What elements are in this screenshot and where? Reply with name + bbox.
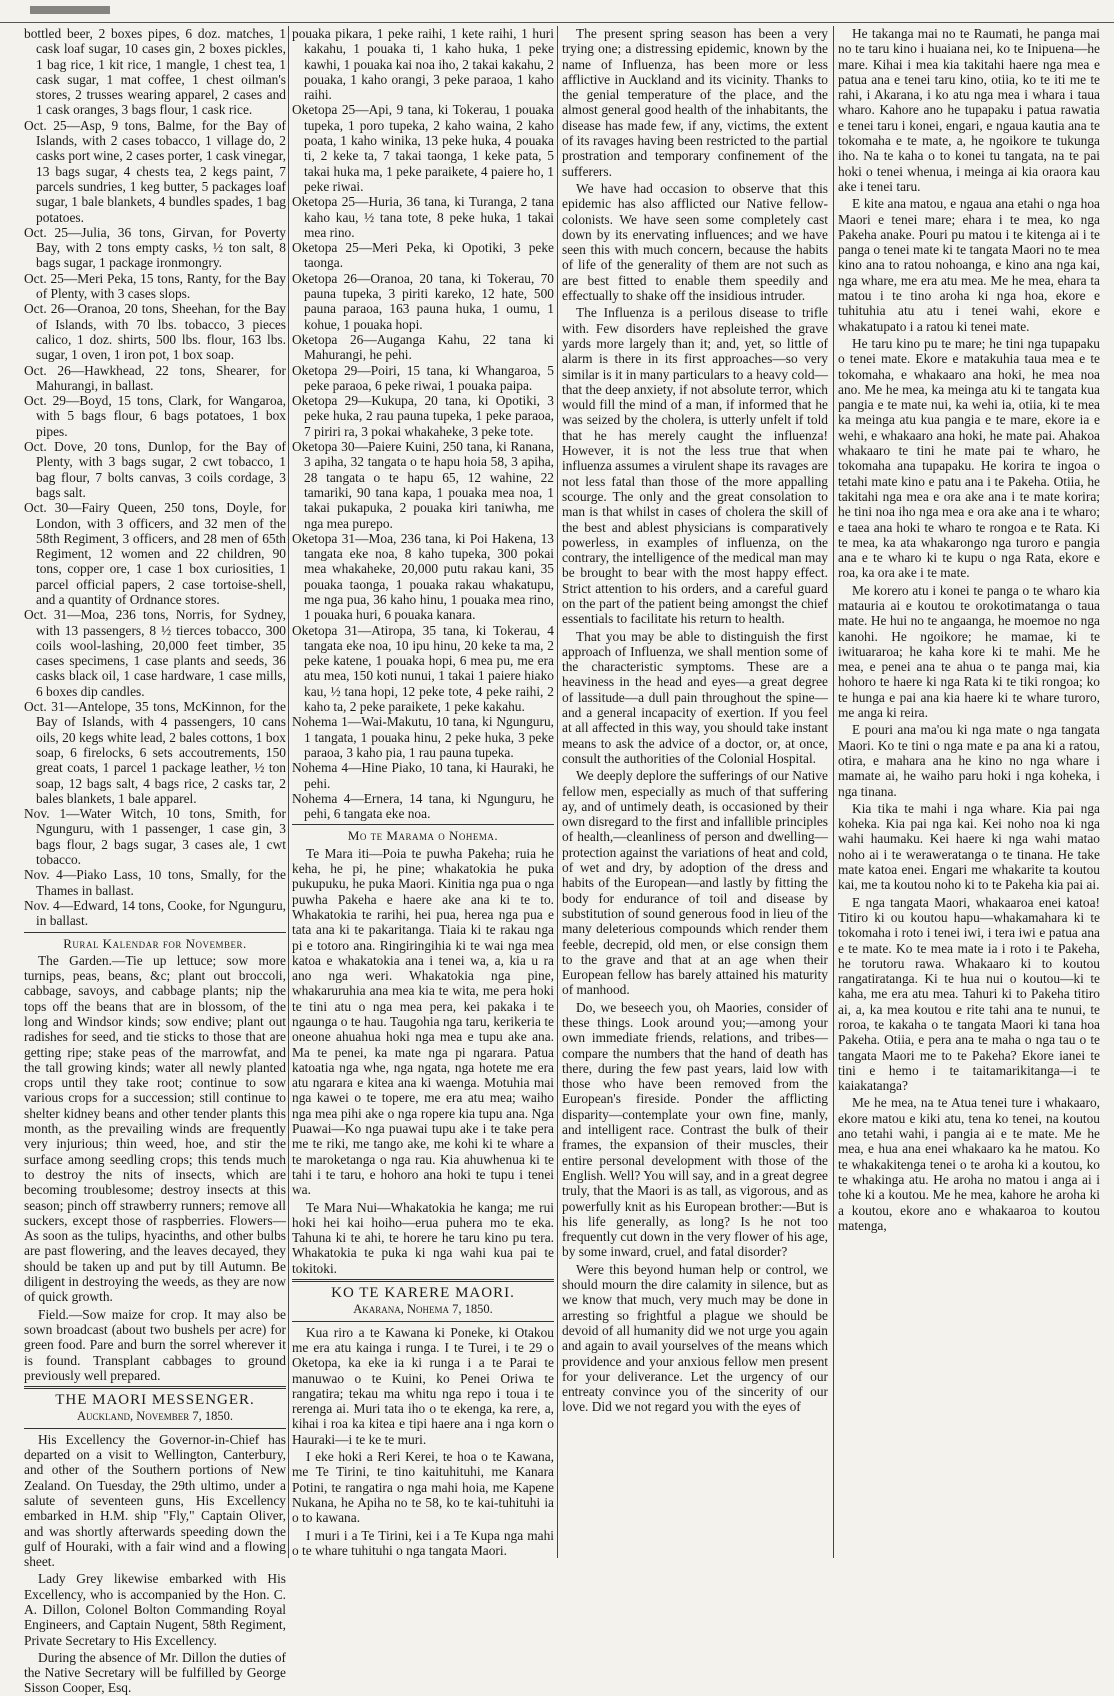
article-paragraph: He takanga mai no te Raumati, he panga mai no te taru kino i huaiana nei, ko te Inipuena—he mare. Kihai i mea kia takitahi haere nga mea e patua ana e tenei taru kino, otiia, ko te iti me te rahi, i Akarana, i ko atu nga mea i whara i taua wharo. Kahore ano he tupapaku i patua rawatia e tenei taru i konei, engari, e ngaua kautia ana te tokomaha e te mate, a, he ngoikore te tukunga iho. Na te kaha o to konei tu tangata, na te pai hoki o tenei whenua, i meinga ai kia oraora kau ake i tenei taru.: [838, 26, 1100, 194]
article-paragraph: E pouri ana ma'ou ki nga mate o nga tangata Maori. Ko te tini o nga mate e pa ana ki a ratou, otira, e mahara ana he kino no nga whare i mamate ai, he waiho paru hoki i nga koheka, i nga tinana.: [838, 722, 1100, 799]
masthead-mi: KO TE KARERE MAORI.: [331, 1285, 515, 1302]
article-paragraph: Were this beyond human help or control, we should mourn the dire calamity in silence, but as we know that much, very much may be done in arresting so frightful a plague we should be devoid of all humanity did we not urge you again and again to avail yourselves of the means which providence and your anxious fellow men present for your deliverance. Let the urgency of our entreaty convince you of the sincerity of our love. Did we not regard you with the eyes of: [562, 1261, 828, 1415]
shipping-entry: Oct. 29—Boyd, 15 tons, Clark, for Wangaroa, with 5 bags flour, 6 bags potatoes, 1 box pipes.: [24, 393, 286, 439]
kalendar-field: Field.—Sow maize for crop. It may also be sown broadcast (about two bushels per acre) for green food. Pare and burn the sorrel wherever it is found. Transplant cabbages to ground previously well prepared.: [24, 1306, 286, 1383]
column-2: [292, 26, 554, 1560]
article-paragraph: The present spring season has been a very trying one; a distressing epidemic, known by the name of Influenza, has been more or less afflictive in Auckland and its vicinity. Thanks to the genial temperature of the place, and the almost general good health of the inhabitants, the disease has made few, if any, victims, the extent of its ravages having been restricted to the partial prostration and temporary confinement of the sufferers.: [562, 26, 828, 179]
shipping-entry: Oct. Dove, 20 tons, Dunlop, for the Bay of Plenty, with 3 bags sugar, 2 cwt tobacco, 1 bag flour, 7 bolts canvas, 3 coils cordage, 3 bags salt.: [24, 439, 286, 500]
article-mi: [292, 1325, 554, 1558]
article-paragraph: Lady Grey likewise embarked with His Excellency, who is accompanied by the Hon. C. A. Dillon, Colonel Bolton Commanding Royal Engineers, and Captain Nugent, 58th Regiment, Private Secretary to His Excellency.: [24, 1571, 286, 1648]
article-paragraph: Me korero atu i konei te panga o te wharo kia matauria ai e koutou te orokotimatanga o taua mate. He hui no te angaanga, he moemoe no nga kanohi. He ngoikore; he mamae, ki te iwituararoa; he kaha kore ki te mahi. Me he mea, e penei ana te ahua o te panga mai, kia hohoro te haere ki nga Rata ki te tiki rongoa; ko te hunga e pai ana kia haere ki te whare turoro, me anga ki reira.: [838, 582, 1100, 721]
shipping-entry: Nov. 1—Water Witch, 10 tons, Smith, for Ngunguru, with 1 passenger, 1 case gin, 3 bags flour, 2 bags sugar, 3 cases ale, 1 cwt tobacco.: [24, 806, 286, 868]
column-4-influenza-mi: [838, 26, 1100, 1560]
column-1: [24, 26, 286, 1696]
shipping-entry: bottled beer, 2 boxes pipes, 6 doz. matches, 1 cask loaf sugar, 10 cases gin, 2 boxes pickles, 1 bag rice, 1 kit rice, 1 mangle, 1 chest tea, 1 cask sugar, 1 mat coffee, 1 chest oilman's stores, 2 trusses wearing apparel, 2 cases and 1 cask oranges, 3 bags flour, 1 cask rice.: [24, 26, 286, 118]
shipping-list-mi: [292, 26, 554, 821]
article-en: [24, 1432, 286, 1696]
shipping-entry: pouaka pikara, 1 peke raihi, 1 kete raihi, 1 huri kakahu, 1 pouaka ti, 1 kaho huka, 1 peke kawhi, 1 pouaka kai noa iho, 2 takai kakahu, 2 pouaka, 1 kaho orangi, 3 peke paraoa, 1 kaho raihi.: [292, 26, 554, 103]
masthead-divider: [24, 1386, 286, 1389]
kalendar-title: Rural Kalendar for November.: [63, 935, 247, 951]
marama-body: [292, 846, 554, 1276]
dateline-mi: Akarana, Nohema 7, 1850.: [353, 1302, 493, 1317]
shipping-entry: Oketopa 31—Atiropa, 35 tana, ki Tokerau, 4 tangata eke noa, 10 ipu hinu, 20 keke ta ma, 2 peke katene, 1 pouaka hopi, 6 mea pu, me era atu mea, 150 koti nunui, 1 takai 1 paiere hiako kau, ½ tana hopi, 12 peke tote, 4 peke raihi, 2 kaho ta, 2 peke paraikete, 1 peke kakahu.: [292, 622, 554, 715]
masthead-divider: [292, 1279, 554, 1282]
shipping-entry: Nohema 1—Wai-Makutu, 10 tana, ki Ngunguru, 1 tangata, 1 pouaka hinu, 2 peke huka, 3 peke paraoa, 3 kaho pia, 1 rau pauna tupeka.: [292, 714, 554, 760]
marama-paragraph: Te Mara Nui—Whakatokia he kanga; me rui hoki hei kai hoiho—erua puhera mo te eka. Tahuna ki te ahi, te horere he taru kino pu tera. Whakatokia te puka ki nga wahi kua pai te tokitoki.: [292, 1199, 554, 1276]
column-3-influenza-en: [562, 26, 828, 1560]
article-paragraph: He taru kino pu te mare; he tini nga tupapaku o tenei mate. Ekore e matakuhia taua mea e te tokomaha, e whakaaro ana hoki, he mea noa ano. Me he mea, ka meinga atu ki te tangata kua pangia e te mate nui, ka wehi ia, otiia, ki te mea ka meinga atu kua pangia e te mare, ekore ia e wehi, e whakaaro ana hoki, he mate pai. Ahakoa whakaaro te tini he mate pai te wharo, he tokomaha ana tupapaku. He korira te ingoa o tetahi mate kino e patu ana i te Pakeha. Otiia, he takitahi nga mea e ora ake ana i te mate korira; he tini noa iho nga mea e ora ake ana i te wharo; e taea ana hoki te wharo te rongoa e te Rata. Ki te mea, ka ata whakarongo nga turoro e pangia ana e te wharo ki te kupu o nga Rata, ekore e roa, ka ora ake i te mate.: [838, 335, 1100, 581]
article-paragraph: I muri i a Te Tirini, kei i a Te Kupa nga mahi o te whare tuhituhi o nga tangata Maori.: [292, 1527, 554, 1558]
article-paragraph: Kua riro a te Kawana ki Poneke, ki Otakou me era atu kainga i runga. I te Turei, i te 29 o Oketopa, ka eke ia ki runga i a te Parai te manuwao o te Kuini, ko Penei Oriwa te rangatira; tekau ma whitu nga repo i toua i te rerenga ai. Muri tata iho o te ekenga, ka rere, a, kihai i roa ka kitea e tipi haere ana i nga korn o Hauraki—i te ke te muri.: [292, 1324, 554, 1447]
article-paragraph: During the absence of Mr. Dillon the duties of the Native Secretary will be fulfilled by George Sisson Cooper, Esq.: [24, 1649, 286, 1696]
shipping-entry: Oketopa 31—Moa, 236 tana, ki Poi Hakena, 13 tangata eke noa, 8 kaho tupeka, 300 pokai mea whakaheke, 20,000 putu rakau kani, 35 pouaka taonga, 1 pouaka rakau whakatupu, me nga pua, 36 kaho hinu, 1 pouaka mea rino, 1 pouaka huri, 6 pouaka kanara.: [292, 530, 554, 623]
shipping-entry: Oct. 25—Asp, 9 tons, Balme, for the Bay of Islands, with 2 cases tobacco, 1 village do, 2 casks port wine, 2 cases porter, 1 cask vinegar, 13 bags sugar, 4 chests tea, 2 kegs paint, 7 parcels sundries, 1 keg butter, 5 packages loaf sugar, 1 bale blankets, 4 bundles spades, 1 bag potatoes.: [24, 117, 286, 225]
shipping-entry: Oketopa 26—Auganga Kahu, 22 tana ki Mahurangi, he pehi.: [292, 331, 554, 363]
shipping-entry: Oct. 31—Antelope, 35 tons, McKinnon, for the Bay of Islands, with 4 passengers, 10 cans oils, 20 kegs white lead, 2 bales cottons, 1 box soap, 6 firelocks, 6 sets accoutrements, 150 great coats, 1 parcel 1 package leather, ½ ton soap, 12 bags salt, 4 bags rice, 2 casks tar, 2 bales blankets, 1 bale apparel.: [24, 699, 286, 806]
shipping-entry: Nov. 4—Edward, 14 tons, Cooke, for Ngunguru, in ballast.: [24, 897, 286, 929]
shipping-entry: Oketopa 25—Huria, 36 tana, ki Turanga, 2 tana kaho kau, ½ tana tote, 8 peke huka, 1 takai mea rino.: [292, 194, 554, 240]
column-rule: [288, 26, 289, 1558]
article-paragraph: Do, we beseech you, oh Maories, consider of these things. Look around you;—among your own immediate friends, relations, and tribes—compare the numbers that the hand of death has there, during the few past years, laid low with those who have been removed from the European's fireside. Ponder the afflicting disparity—contemplate your own fine, manly, and intelligent race. Contrast the bulk of their frames, the expansion of their muscles, their entire personal development with those of the English. Well? You will say, and in a great degree truly, that the Maori is as tall, as vigorous, and as powerfully knit as his European brother:—But is his life generally, as long? Is he not too frequently cut down in the very flower of his age, by some inward, cruel, and fatal disorder?: [562, 999, 828, 1260]
shipping-entry: Oct. 26—Hawkhead, 22 tons, Shearer, for Mahurangi, in ballast.: [24, 362, 286, 393]
kalendar-body: [24, 953, 286, 1383]
article-paragraph: That you may be able to distinguish the first approach of Influenza, we shall mention some of the characteristic symptoms. These are a heaviness in the head and eyes—a great degree of lassitude—a dull pain throughout the spine—and a general incapacity of exertion. If you feel at all affected in this way, you should take instant means to ask the advice of a doctor, or, at once, consult the authorities of the Colonial Hospital.: [562, 628, 828, 766]
ink-smudge: [30, 6, 110, 14]
section-divider: [24, 1428, 286, 1429]
article-paragraph: We deeply deplore the sufferings of our Native fellow men, especially as much of that suffering ay, and of untimely death, is occasioned by their own disregard to the first and infallible principles of health,—cleanliness of person and dwelling—protection against the variations of heat and cold, of wet and dry, by adoption of the dress and habits of the European—and lastly by fitting the body for endurance of toil and disease by substitution of sound generous food in lieu of the many deleterious compounds which render them feeble, decrepid, old men, or else consign them to the grave and that at an age when their European fellow has barely attained his maturity of manhood.: [562, 768, 828, 998]
marama-paragraph: Te Mara iti—Poia te puwha Pakeha; ruia he keha, he pi, he pine; whakatokia he puka pukupuku, he puka Maori. Kinitia nga pua o nga puwha Pakeha e haere ake ana ki te to. Whakatokia te rarihi, hei pua, herea nga pua e tata ana ki te pakaritanga. Tiaia ki te rakau nga pi e totoro ana. Ringiringihia ki te wai nga mea katoa e whakatokia ana i tenei wa, a, kia u ra ano nga weri. Whakatokia nga pine, whakaruruhia ana mea kia te wita, me pera hoki te tini atu o nga mea pera, kei pakaka i te ngaunga o te hau. Taugohia nga taru, kerikeria te oneone ahuahua hoki nga mea e tupu ake ana. Ma te penei, ka mate nga pi ngarara. Patua katoatia nga whe, nga ngata, nga hotete me era atu ngarara e kitea ana ki waenga. Motuhia mai nga kawei o te topere, me era atu mea; waiho nga mea pihi ake o nga ropere kia tupu ana. Nga Puawai—Ko nga puawai tupu ake i te take pera me te riki, me tango ake, me kohi ki te whare a te maroketanga o nga rau. Kia ahuwhenua ki te tahi i te taru, e hohoro ana hoki te tupu i tenei wa.: [292, 845, 554, 1198]
shipping-list-en: [24, 26, 286, 929]
section-divider: [292, 824, 554, 825]
shipping-entry: Oketopa 29—Poiri, 15 tana, ki Whangaroa, 5 peke paraoa, 6 peke riwai, 1 pouaka paipa.: [292, 362, 554, 393]
page-top-band: [0, 0, 1114, 23]
shipping-entry: Oct. 25—Julia, 36 tons, Girvan, for Poverty Bay, with 2 tons empty casks, ½ ton salt, 8 bags sugar, 1 package ironmongry.: [24, 224, 286, 271]
shipping-entry: Nohema 4—Hine Piako, 10 tana, ki Hauraki, he pehi.: [292, 760, 554, 791]
article-paragraph: We have had occasion to observe that this epidemic has also afflicted our Native fellow-colonists. We have seen some completely cast down by its enervating influences; and we have seen this with much concern, because the habits of life of the generality of them are not such as are best fitted to enable them speedily and effectually to shake off the insidious intruder.: [562, 180, 828, 304]
shipping-entry: Oct. 26—Oranoa, 20 tons, Sheehan, for the Bay of Islands, with 70 lbs. tobacco, 3 pieces calico, 1 doz. shirts, 500 lbs. flour, 163 lbs. sugar, 1 oven, 1 iron pot, 1 box soap.: [24, 301, 286, 363]
shipping-entry: Oct. 31—Moa, 236 tons, Norris, for Sydney, with 13 passengers, 8 ½ tierces tobacco, 300 coils wool-lashing, 20,000 feet timber, 35 cases specimens, 1 case plants and seeds, 36 casks black oil, 1 case hardware, 1 case mills, 6 boxes dip candles.: [24, 607, 286, 699]
article-paragraph: Me he mea, na te Atua tenei ture i whakaaro, ekore matou e kiki atu, tena ko tenei, na koutou ano tetahi wahi, i pangia ai e te mate. Me he mea, e hua ana enei whakaaro ka he matou. Ko te whakakitenga tenei o te aroha ki a koutou, ko te whakinga atu. He aroha no matou i anga ai i tohe ki a koutou. Me he mea, kahore he aroha ki a koutou, ekore ano e whakaaroa to koutou matenga,: [838, 1095, 1100, 1233]
kalendar-garden: The Garden.—Tie up lettuce; sow more turnips, peas, beans, &c; plant out broccoli, cabbage, savoys, and cabbage plants; nip the tops off the beans that are in blossom, of the long and Windsor kinds; sow endive; plant out radishes for seed, and tie sticks to those that are getting ripe; stake peas of the marrowfat, and the tall growing kinds; water all newly planted crops until they take root; continue to sow various crops for a succession; still continue to shelter kidney beans and other tender plants this month, as the prevailing winds are frequently very injurious; thin weed, hoe, and stir the surface among seedling crops; this tends much to destroy the nits of insects, which are becoming troublesome; destroy insects at this season; pinch off strawberry runners; remove all suckers, except those of raspberries. Flowers—As soon as the tulips, hyacinths, and other bulbs are past flowering, and the leaves decayed, they should be taken up and put by till Autumn. Be diligent in destroying the weeds, as they are now of quick growth.: [24, 952, 286, 1305]
marama-title: Mo te Marama o Nohema.: [347, 828, 499, 844]
column-rule: [833, 26, 834, 1558]
dateline-en: Auckland, November 7, 1850.: [76, 1409, 234, 1424]
masthead-en: THE MAORI MESSENGER.: [55, 1392, 255, 1409]
article-paragraph: His Excellency the Governor-in-Chief has departed on a visit to Wellington, Canterbury, and other of the Southern portions of New Zealand. On Tuesday, the 29th ultimo, under a salute of seventeen guns, His Excellency embarked in H.M. ship "Fly," Captain Oliver, and was shortly afterwards speeding down the gulf of Houraki, with a fair wind and a flowing sheet.: [24, 1431, 286, 1570]
article-paragraph: E nga tangata Maori, whakaaroa enei katoa! Titiro ki ou koutou hapu—whakamahara ki te tokomaha i roto i tenei iwi, i tera iwi e patua ana e te mate. Ko te mea mate ia i roto i te Pakeha, he torutoru rawa. Whakaaro ki to koutou rangatiratanga. Ki te hua nui o koutou—ki te kaha, me era atu mea. Tahuri ki to Pakeha titiro ai, a, ka mea koutou e rite tahi ana te nunui, te roroa, te kakaha o te tangata Maori ki tana hoa Pakeha. Otiia, e pera ana te maha o nga tau o te tangata Maori me to te Pakeha? Ekore ianei te tini e hemo i te taitamarikitanga—i te kaiakatanga?: [838, 894, 1100, 1094]
shipping-entry: Oketopa 30—Paiere Kuini, 250 tana, ki Ranana, 3 apiha, 32 tangata o te hapu hoia 58, 3 apiha, 28 tangata o te hapu 65, 12 wahine, 22 tamariki, 90 tana kapa, 1 pouaka mea noa, 1 takai pukapuka, 2 pouaka kiri taniwha, me nga mea purepo.: [292, 439, 554, 531]
section-divider: [24, 932, 286, 933]
shipping-entry: Oct. 25—Meri Peka, 15 tons, Ranty, for the Bay of Plenty, with 3 cases slops.: [24, 270, 286, 302]
shipping-entry: Oketopa 25—Meri Peka, ki Opotiki, 3 peke taonga.: [292, 240, 554, 271]
shipping-entry: Oketopa 26—Oranoa, 20 tana, ki Tokerau, 70 pauna tupeka, 3 piriti kareko, 12 hate, 500 pauna paraoa, 163 pauna huka, 1 oumu, 1 kohue, 1 pouaka hopi.: [292, 270, 554, 332]
shipping-entry: Oct. 30—Fairy Queen, 250 tons, Doyle, for London, with 3 officers, and 32 men of the 58th Regiment, 3 officers, and 28 men of 65th Regiment, 12 women and 22 children, 90 tons, copper ore, 1 case 1 box curiosities, 1 parcel official papers, 2 case tortoise-shell, and a quantity of Ordnance stores.: [24, 500, 286, 607]
article-paragraph: E kite ana matou, e ngaua ana etahi o nga hoa Maori e tenei mare; ehara i te mea, ko nga Pakeha anake. Pouri pu matou i te kitenga ai i te panga o tenei mate ki te tangata Maori no te mea kino ana to ratou nohoanga, e kino ana nga kai, nga whare, me era atu mea. Me he mea, ehara ta matou i te tino aroha ki nga hoa, ekore e tuhituhia atu atu i tenei wahi, ekore e whakatupato i a ratou ki tenei mate.: [838, 196, 1100, 334]
shipping-entry: Oketopa 29—Kukupa, 20 tana, ki Opotiki, 3 peke huka, 2 rau pauna tupeka, 1 peke paraoa, 7 piriri ra, 3 pokai whakaheke, 3 peke tote.: [292, 393, 554, 439]
article-paragraph: The Influenza is a perilous disease to trifle with. Few disorders have repleished the grave yards more largely than it; and, yet, so little of alarm is there in its first approaches—so very similar is it in many particulars to a heavy cold—that the deep anxiety, if not absolute terror, which would fill the mind of a man, if informed that he was seized by the cholera, is utterly unfelt if told that he has merely caught the influenza! However, it is not the less true that when influenza assumes a virulent shape its ravages are not less fatal than those of the more appalling scourge. The only and the great consolation to man is that whilst in cases of cholera the skill of the best and ablest physicians is comparatively powerless, in examples of influenza, on the contrary, the intelligence of the medical man may be brought to bear with the most happy effect. Strict attention to his orders, and a careful guard on the part of the patient being amongst the chief essentials to facilitate his return to health.: [562, 305, 828, 627]
section-divider: [292, 1321, 554, 1322]
shipping-entry: Nohema 4—Ernera, 14 tana, ki Ngunguru, he pehi, 6 tangata eke noa.: [292, 790, 554, 822]
shipping-entry: Oketopa 25—Api, 9 tana, ki Tokerau, 1 pouaka tupeka, 1 poro tupeka, 2 kaho waina, 2 kaho poata, 1 kaho winika, 13 peke huka, 4 pouaka ti, 2 keke ta, 7 takai taonga, 1 keke pata, 5 takai huka ma, 1 peke paraikete, 4 paiere ho, 1 peke riwai.: [292, 102, 554, 194]
article-paragraph: Kia tika te mahi i nga whare. Kia pai nga koheka. Kia pai nga kai. Kei noho noa ki nga wahi haumaku. Kei haere ki nga wahi matao noho ai i te weraweratanga o te tinana. He take mate katoa enei. Engari me whakarite ta koutou kai, me ta koutou noho ki to te Pakeha kia pai ai.: [838, 800, 1100, 893]
column-rule: [557, 26, 558, 1558]
shipping-entry: Nov. 4—Piako Lass, 10 tons, Smally, for the Thames in ballast.: [24, 867, 286, 898]
article-paragraph: I eke hoki a Reri Kerei, te hoa o te Kawana, me Te Tirini, te tino kaituhituhi, me Kanara Potini, te rangatira o nga mahi hoia, me Kapene Nukana, he Apiha no te 58, ko te kai-tuhituhi ia o to kawana.: [292, 1449, 554, 1526]
